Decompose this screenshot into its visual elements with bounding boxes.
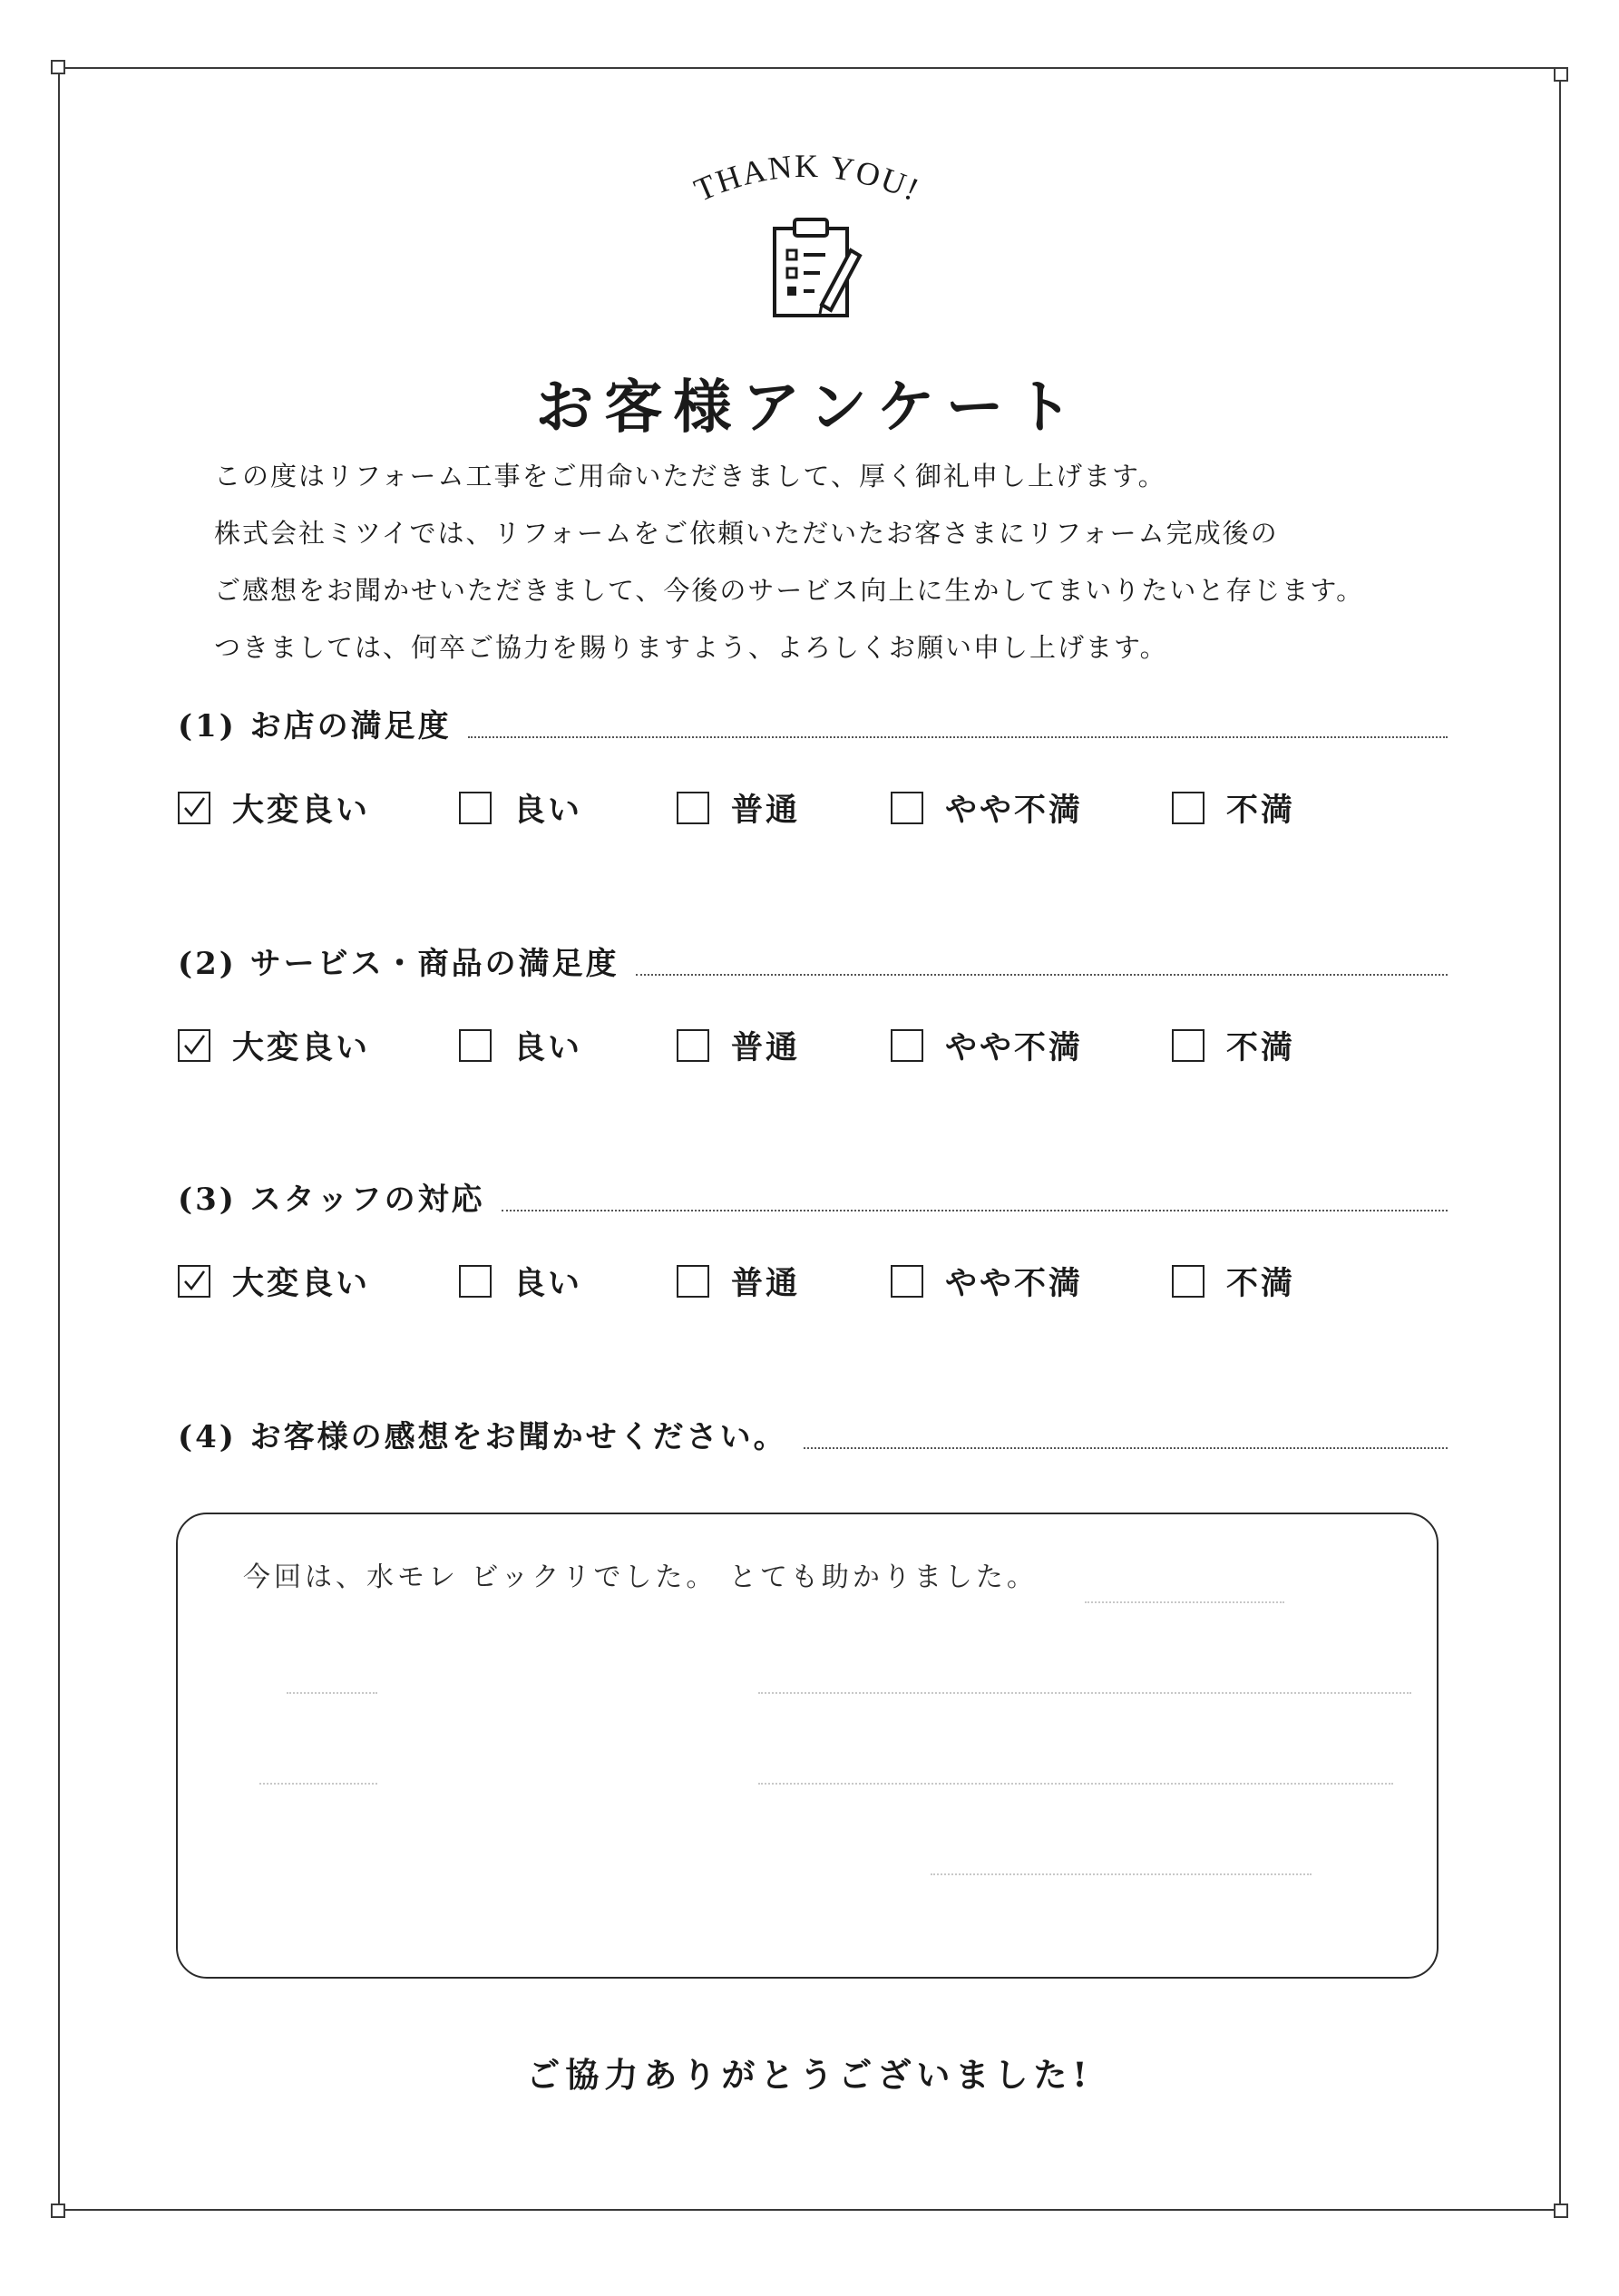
- faint-writing-line: [758, 1783, 1393, 1785]
- option-very-good[interactable]: [178, 1259, 459, 1304]
- intro-line: この度はリフォーム工事をご用命いただきまして、厚く御礼申し上げます。: [214, 461, 1166, 491]
- option-label: 不満: [1226, 1029, 1296, 1066]
- option-label: 大変良い: [232, 1265, 371, 1302]
- intro-line: ご感想をお聞かせいただきまして、今後のサービス向上に生かしてまいりたいと存じます。: [214, 575, 1365, 606]
- closing-message: ご協力ありがとうございました!: [526, 2055, 1093, 2095]
- thank-you-text: THANK YOU!: [688, 147, 926, 209]
- checkbox-checked[interactable]: [178, 792, 210, 824]
- option-very-good[interactable]: [178, 1023, 459, 1068]
- checkbox-checked[interactable]: [178, 1029, 210, 1062]
- handwritten-comment: 今回は、水モレ ビックリでした。 とても助かりました。: [243, 1561, 1038, 1593]
- checkbox[interactable]: [459, 792, 492, 824]
- frame-corner-handle: [51, 60, 65, 74]
- option-somewhat-unsatisfied[interactable]: [891, 1023, 1172, 1068]
- faint-writing-line: [259, 1783, 377, 1785]
- question-staff-response: [178, 1173, 1448, 1304]
- dotted-rule: [502, 1210, 1448, 1211]
- thank-you-heading: [635, 127, 980, 227]
- checkbox[interactable]: [459, 1029, 492, 1062]
- question-title: (4) お客様の感想をお聞かせください。: [178, 1419, 787, 1455]
- frame-corner-handle: [1554, 67, 1568, 82]
- option-label: 良い: [513, 1265, 583, 1302]
- dotted-rule: [804, 1447, 1448, 1449]
- question-title: (2) サービス・商品の満足度: [178, 946, 619, 982]
- svg-text:THANK YOU!: [689, 148, 926, 209]
- option-label: 普通: [731, 1265, 801, 1302]
- checkbox[interactable]: [891, 1029, 923, 1062]
- option-label: 大変良い: [232, 792, 371, 829]
- checkbox[interactable]: [677, 1265, 709, 1298]
- frame-corner-handle: [1554, 2204, 1568, 2218]
- checkbox[interactable]: [459, 1265, 492, 1298]
- intro-paragraph: [214, 448, 1502, 676]
- checkbox[interactable]: [677, 792, 709, 824]
- question-service-satisfaction: [178, 938, 1448, 1068]
- option-unsatisfied[interactable]: [1172, 785, 1353, 831]
- intro-line: つきましては、何卒ご協力を賜りますよう、よろしくお願い申し上げます。: [214, 632, 1168, 663]
- question-shop-satisfaction: [178, 700, 1448, 831]
- intro-line: 株式会社ミツイでは、リフォームをご依頼いただいたお客さまにリフォーム完成後の: [214, 518, 1279, 549]
- checkbox[interactable]: [891, 1265, 923, 1298]
- option-label: 不満: [1226, 792, 1296, 829]
- option-label: 良い: [513, 1029, 583, 1066]
- question-title: (3) スタッフの対応: [178, 1182, 485, 1218]
- dotted-rule: [636, 974, 1448, 976]
- rating-options: [178, 1259, 1448, 1304]
- comment-textarea[interactable]: [176, 1513, 1439, 1979]
- clipboard-checklist-icon: [767, 214, 867, 323]
- question-customer-comments: [178, 1411, 1448, 1456]
- option-very-good[interactable]: [178, 785, 459, 831]
- option-somewhat-unsatisfied[interactable]: [891, 785, 1172, 831]
- checkbox-checked[interactable]: [178, 1265, 210, 1298]
- option-unsatisfied[interactable]: [1172, 1023, 1353, 1068]
- check-mark-icon: [181, 1269, 207, 1294]
- rating-options: [178, 785, 1448, 831]
- frame-corner-handle: [51, 2204, 65, 2218]
- checkbox[interactable]: [891, 792, 923, 824]
- dotted-rule: [468, 736, 1448, 738]
- faint-writing-line: [287, 1692, 377, 1694]
- checkbox[interactable]: [1172, 792, 1204, 824]
- option-label: やや不満: [945, 1029, 1084, 1066]
- page-title: お客様アンケート: [535, 374, 1084, 442]
- option-unsatisfied[interactable]: [1172, 1259, 1353, 1304]
- option-label: やや不満: [945, 1265, 1084, 1302]
- option-label: 大変良い: [232, 1029, 371, 1066]
- faint-writing-line: [1085, 1601, 1284, 1603]
- option-good[interactable]: [459, 1259, 677, 1304]
- rating-options: [178, 1023, 1448, 1068]
- option-label: 良い: [513, 792, 583, 829]
- faint-writing-line: [931, 1873, 1312, 1875]
- checkbox[interactable]: [1172, 1265, 1204, 1298]
- checkbox[interactable]: [1172, 1029, 1204, 1062]
- option-average[interactable]: [677, 785, 891, 831]
- checkbox[interactable]: [677, 1029, 709, 1062]
- option-label: やや不満: [945, 792, 1084, 829]
- option-average[interactable]: [677, 1259, 891, 1304]
- option-label: 普通: [731, 792, 801, 829]
- option-label: 不満: [1226, 1265, 1296, 1302]
- option-good[interactable]: [459, 1023, 677, 1068]
- option-good[interactable]: [459, 785, 677, 831]
- option-label: 普通: [731, 1029, 801, 1066]
- check-mark-icon: [181, 1033, 207, 1058]
- option-somewhat-unsatisfied[interactable]: [891, 1259, 1172, 1304]
- question-title: (1) お店の満足度: [178, 708, 452, 744]
- faint-writing-line: [758, 1692, 1411, 1694]
- check-mark-icon: [181, 795, 207, 821]
- option-average[interactable]: [677, 1023, 891, 1068]
